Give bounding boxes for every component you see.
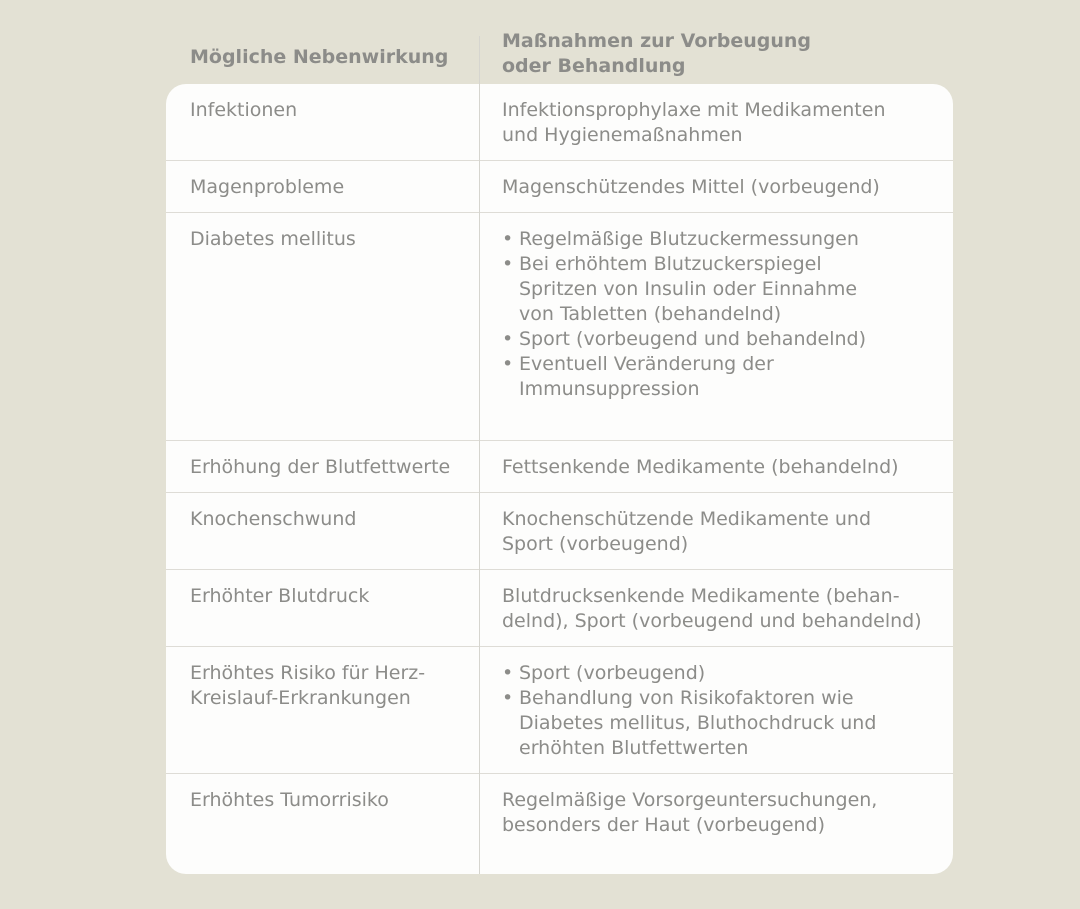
side-effect-cell bbox=[166, 98, 480, 148]
side-effect-cell bbox=[166, 455, 480, 480]
text-line: Sport (vorbeugend) bbox=[519, 662, 706, 684]
text-line: Sport (vorbeugend und behandelnd) bbox=[519, 328, 867, 350]
bullet-text bbox=[519, 686, 876, 761]
side-effect-cell bbox=[166, 584, 480, 634]
bullet-item bbox=[502, 352, 931, 402]
text-line: besonders der Haut (vorbeugend) bbox=[502, 814, 826, 836]
text-line: Eventuell Veränderung der bbox=[519, 353, 774, 375]
table-row bbox=[166, 84, 953, 160]
measures-cell bbox=[480, 455, 953, 480]
table-row bbox=[166, 440, 953, 492]
bullet-item bbox=[502, 327, 931, 352]
text-line: oder Behandlung bbox=[502, 55, 686, 77]
measures-cell bbox=[480, 98, 953, 148]
text-line: Regelmäßige Vorsorgeuntersuchungen, bbox=[502, 789, 878, 811]
table-row bbox=[166, 646, 953, 773]
side-effect-cell bbox=[166, 661, 480, 761]
measures-cell bbox=[480, 584, 953, 634]
text-line: Diabetes mellitus bbox=[190, 228, 356, 250]
side-effect-cell bbox=[166, 788, 480, 838]
text-line: Bei erhöhtem Blutzuckerspiegel bbox=[519, 253, 822, 275]
text-line: Fettsenkende Medikamente (behandelnd) bbox=[502, 456, 899, 478]
text-line: Kreislauf-Erkrankungen bbox=[190, 687, 411, 709]
bullet-text bbox=[519, 252, 857, 327]
text-line: Erhöhung der Blutfettwerte bbox=[190, 456, 451, 478]
text-line: Behandlung von Risikofaktoren wie bbox=[519, 687, 854, 709]
text-line: von Tabletten (behandelnd) bbox=[519, 303, 782, 325]
bullet-text bbox=[519, 227, 859, 252]
table-row bbox=[166, 212, 953, 440]
table-row bbox=[166, 773, 953, 850]
text-line: Blutdrucksenkende Medikamente (behan- bbox=[502, 585, 900, 607]
text-line: Magenschützendes Mittel (vorbeugend) bbox=[502, 176, 880, 198]
text-line: erhöhten Blutfettwerten bbox=[519, 737, 749, 759]
bullet-icon: • bbox=[502, 253, 514, 275]
bullet-item bbox=[502, 252, 931, 327]
text-line: delnd), Sport (vorbeugend und behandelnd) bbox=[502, 610, 922, 632]
bullet-text bbox=[519, 327, 866, 352]
text-line: Regelmäßige Blutzuckermessungen bbox=[519, 228, 859, 250]
text-line: Knochenschützende Medikamente und bbox=[502, 508, 872, 530]
bullet-icon: • bbox=[502, 228, 514, 250]
column-divider-line bbox=[479, 36, 480, 874]
bullet-icon: • bbox=[502, 687, 514, 709]
measures-cell bbox=[480, 175, 953, 200]
measures-cell bbox=[480, 227, 953, 402]
side-effect-cell bbox=[166, 175, 480, 200]
text-line: Immunsuppression bbox=[519, 378, 700, 400]
measures-cell bbox=[480, 661, 953, 761]
measures-cell bbox=[480, 507, 953, 557]
text-line: Erhöhtes Risiko für Herz- bbox=[190, 662, 426, 684]
text-line: Magenprobleme bbox=[190, 176, 345, 198]
text-line: Erhöhter Blutdruck bbox=[190, 585, 370, 607]
text-line: Mögliche Nebenwirkung bbox=[190, 46, 449, 68]
text-line: Infektionen bbox=[190, 99, 298, 121]
side-effect-cell bbox=[166, 227, 480, 402]
table-row bbox=[166, 569, 953, 646]
bullet-item bbox=[502, 661, 931, 686]
bullet-icon: • bbox=[502, 353, 514, 375]
text-line: Spritzen von Insulin oder Einnahme bbox=[519, 278, 858, 300]
table-row bbox=[166, 492, 953, 569]
text-line: Diabetes mellitus, Bluthochdruck und bbox=[519, 712, 877, 734]
table-card bbox=[166, 84, 953, 874]
bullet-icon: • bbox=[502, 328, 514, 350]
bullet-text bbox=[519, 661, 705, 686]
column-header-measures bbox=[502, 29, 811, 79]
text-line: Sport (vorbeugend) bbox=[502, 533, 689, 555]
measures-cell bbox=[480, 788, 953, 838]
bullet-item bbox=[502, 227, 931, 252]
column-header-side-effect bbox=[190, 45, 448, 70]
side-effect-cell bbox=[166, 507, 480, 557]
bullet-text bbox=[519, 352, 774, 402]
text-line: Maßnahmen zur Vorbeugung bbox=[502, 30, 812, 52]
bullet-item bbox=[502, 686, 931, 761]
text-line: Erhöhtes Tumorrisiko bbox=[190, 789, 389, 811]
table-row bbox=[166, 160, 953, 212]
text-line: Infektionsprophylaxe mit Medikamenten bbox=[502, 99, 886, 121]
text-line: und Hygienemaßnahmen bbox=[502, 124, 743, 146]
text-line: Knochenschwund bbox=[190, 508, 357, 530]
bullet-icon: • bbox=[502, 662, 514, 684]
